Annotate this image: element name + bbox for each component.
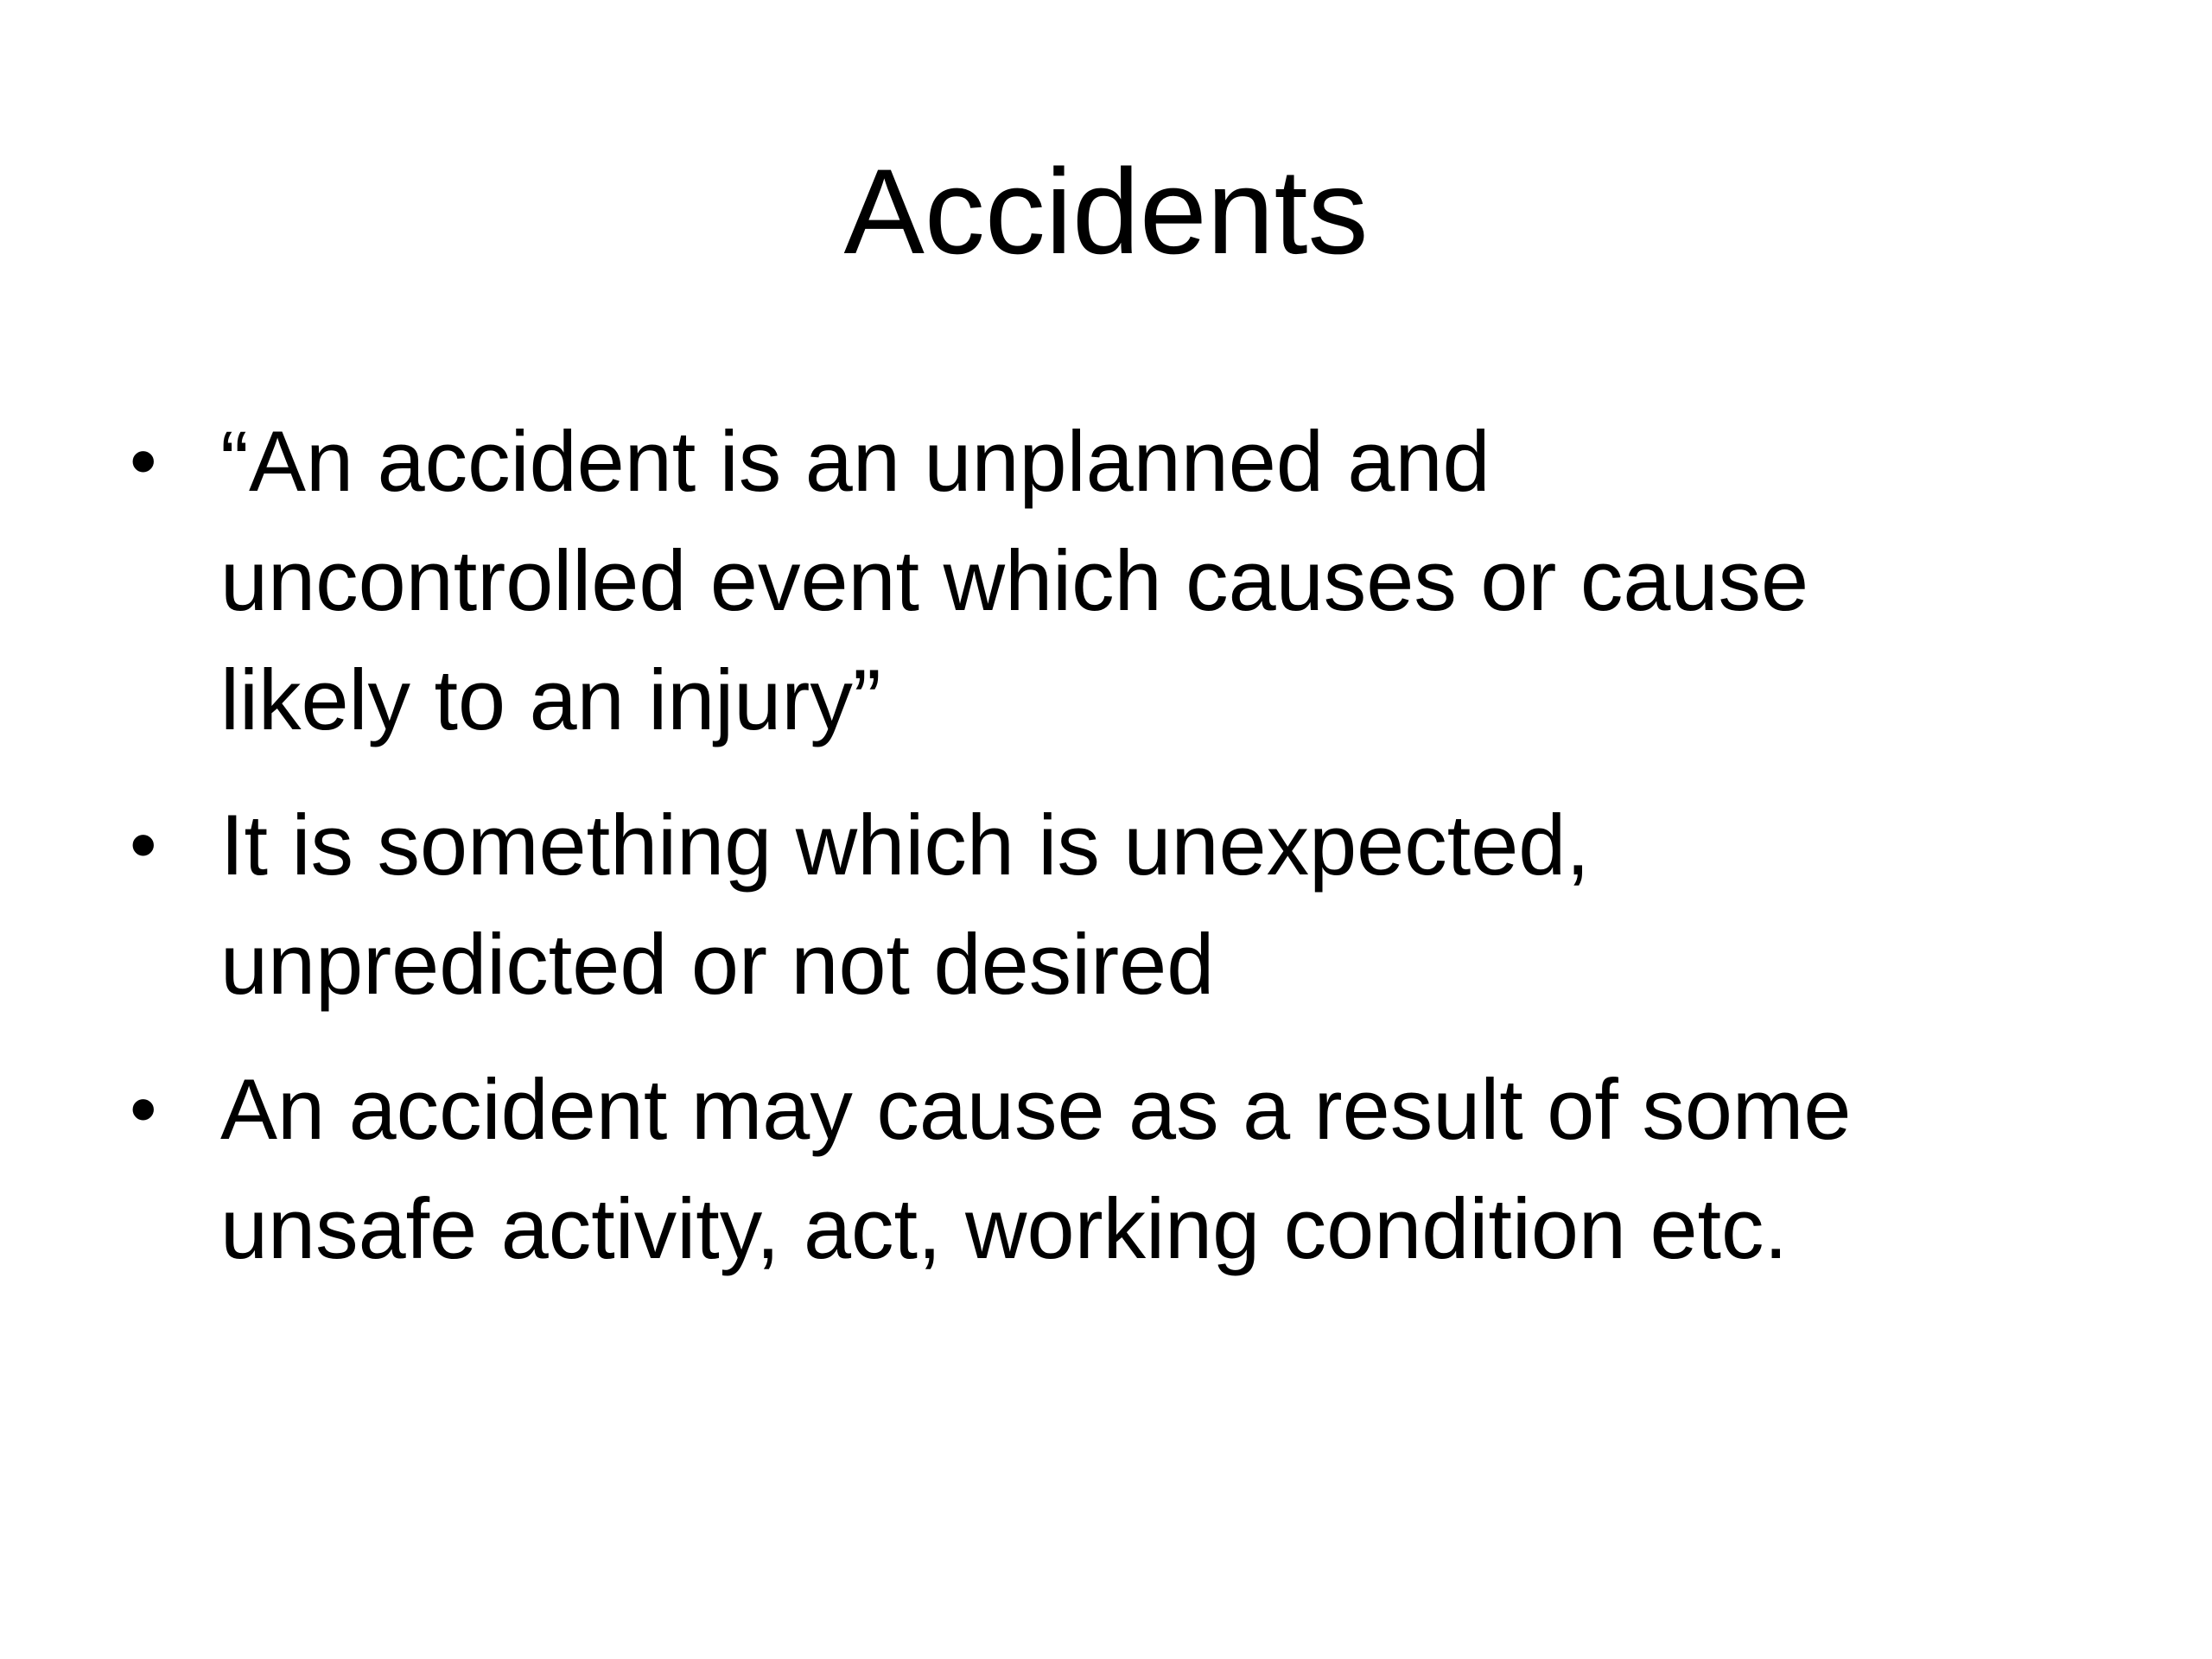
bullet-line: uncontrolled event which causes or cause bbox=[220, 532, 1809, 628]
bullet-line: unpredicted or not desired bbox=[220, 916, 1215, 1012]
bullet-icon: • bbox=[130, 1066, 157, 1153]
bullet-item bbox=[130, 1050, 2082, 1288]
bullet-icon: • bbox=[130, 802, 157, 888]
bullet-icon: • bbox=[130, 418, 157, 505]
slide-title: Accidents bbox=[843, 143, 1369, 279]
bullet-line: “An accident is an unplanned and bbox=[220, 413, 1491, 509]
bullet-line: unsafe activity, act, working condition etc. bbox=[220, 1180, 1789, 1276]
bullet-item bbox=[130, 402, 2082, 760]
bullet-line: likely to an injury” bbox=[220, 652, 881, 747]
bullet-item bbox=[130, 785, 2082, 1024]
bullet-line: It is something which is unexpected, bbox=[220, 797, 1590, 893]
bullet-list bbox=[130, 402, 2082, 1314]
bullet-line: An accident may cause as a result of some bbox=[220, 1061, 1852, 1157]
